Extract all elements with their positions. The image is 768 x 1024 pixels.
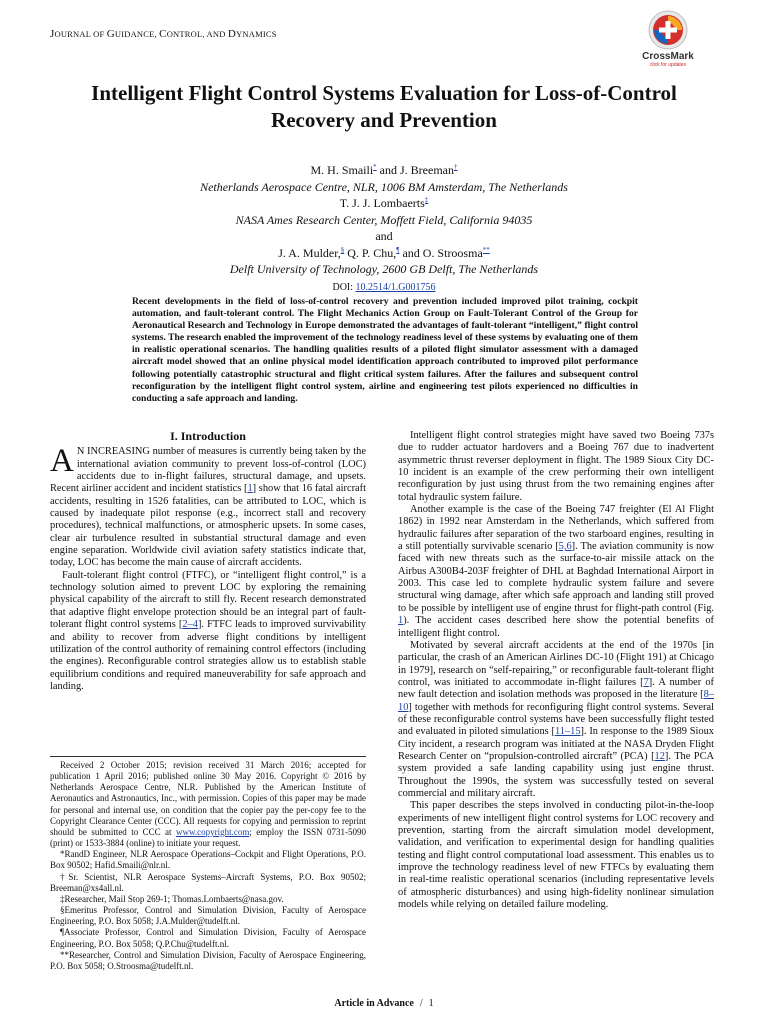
crossmark-sublabel: click for updates <box>649 62 687 68</box>
footnotes <box>50 756 366 972</box>
journal-name-part: YNAMICS <box>236 29 277 39</box>
footnote-text: Received 2 October 2015; revision received 31 March 2016; accepted for publication 1 April 2016; published online 30 May 2016. Copyright © 2016 by Netherlands Aerospace Centre, NLR. Published by the American Institute of Aeronautics and Astronautics, Inc., with permission. Copies of this paper may be made for personal and internal use, on condition that the copier pay the per-copy fee to the Copyright Clearance Center (CCC). All requests for copying and permission to reprint should be submitted to CCC at <box>50 760 366 837</box>
crossmark-icon <box>648 10 688 50</box>
affiliation: Netherlands Aerospace Centre, NLR, 1006 BM Amsterdam, The Netherlands <box>200 179 568 194</box>
journal-name-part: J <box>50 28 55 40</box>
author-conjunction: and <box>375 229 393 243</box>
footnote-link[interactable]: † <box>453 163 458 171</box>
paragraph-text: N INCREASING number of measures is currently being taken by the international aviation community to prevent loss-of-control (LOC) accidents due to in-flight failures, structural damage, and upsets. Recent airliner accident and incident statistics [ <box>50 446 366 495</box>
affiliation: Delft University of Technology, 2600 GB Delft, The Netherlands <box>229 262 539 276</box>
copyright-link[interactable]: www.copyright.com <box>175 826 250 837</box>
paragraph-text: ] show that 16 fatal aircraft accidents, resulting in 1526 fatalities, can be attributed to LOC, which is caused by inadequate pilot response (e.g., incorrect stall and recovery procedures), technical malfunctions, or atmospheric upsets. In some cases, clear air turbulence resulted in substantial structural damage and even engine separation. Worldwide civil aviation safety statistics indicate that, today, LOC has become the main cause of aircraft accidents. <box>50 483 366 569</box>
crossmark-badge[interactable] <box>638 10 698 76</box>
citation-link[interactable]: 5,6 <box>558 541 572 553</box>
paragraph-text: Another example is the case of the Boeing 747 freighter (El Al Flight 1862) in 1992 near Amsterdam in the Netherlands, which suffered from hydraulic failures after separation of the two starboard engines, resulting in a still potentially survivable scenario [ <box>398 504 714 553</box>
paragraph-text: ]. The PCA system provided a safe landing capability using just engine thrust. Throughout the 1990s, the system was successfully tested on several commercial and military aircraft. <box>398 750 714 799</box>
paragraph-text: ]. In response to the 1989 Sioux City incident, a research program was initiated at the NASA Dryden Flight Research Center on “propulsion-controlled aircraft” (PCA) [ <box>398 726 714 762</box>
journal-name-part: ONTROL, AND <box>166 29 228 39</box>
page-number: 1 <box>428 998 434 1009</box>
author-line <box>40 162 728 179</box>
section-heading: I. Introduction <box>170 429 246 443</box>
intro-paragraph <box>50 443 366 569</box>
author-name: M. H. Smaili <box>310 163 374 177</box>
footnote-link[interactable]: ¶ <box>396 245 400 254</box>
citation-link[interactable]: 12 <box>654 750 665 762</box>
author-footnote: §Emeritus Professor, Control and Simulation Division, Faculty of Aerospace Engineering, P.O. Box 5058; J.A.Mulder@tudelft.nl. <box>50 905 366 927</box>
footnote-text: ; employ the ISSN 0731-5090 (print) or 1533-3884 (online) to initiate your request. <box>50 826 366 849</box>
journal-name-part: OURNAL OF <box>54 29 107 39</box>
paragraph-text: ]. A number of new fault detection and isolation methods was proposed in the literature [ <box>398 676 714 701</box>
author-name: T. J. J. Lombaerts <box>339 196 425 210</box>
abstract: Recent developments in the field of loss-of-control recovery and prevention included improved pilot training, cockpit automation, and fault-tolerant control. The Flight Mechanics Action Group on Fault-Tolerant Control of the Group for Aeronautical Research and Technology in Europe demonstrated the advantages of fault-tolerant “intelligent,” flight control systems. The research enabled the improvement of the technology readiness level of these systems by evaluating one of them in realistic operational scenarios. The handling qualities results of a piloted flight simulator assessment with a damaged aircraft model showed that an online physical model identification approach contributed to improved pilot performance following potentially catastrophic structural and flight critical system failures. After the failures and subsequent control reconfiguration by the intelligent flight control system, airline and engineering test pilots experienced no difficulties in conducting a safe approach and landing. <box>132 296 638 404</box>
body-paragraph <box>398 504 714 640</box>
crossmark-label: CrossMark <box>642 51 694 62</box>
author-name: J. A. Mulder, <box>278 245 341 260</box>
doi-link[interactable]: 10.2514/1.G001756 <box>355 281 436 293</box>
received-note <box>50 760 366 849</box>
author-name: Q. P. Chu, <box>344 245 397 260</box>
figure-link[interactable]: 1 <box>398 615 404 627</box>
author-line <box>40 245 728 262</box>
paper-title <box>40 80 728 134</box>
affiliation: NASA Ames Research Center, Moffett Field, California 94035 <box>235 212 533 227</box>
body-paragraph <box>398 640 714 800</box>
page-footer <box>0 998 768 1009</box>
citation-link[interactable]: 7 <box>643 676 649 688</box>
paragraph-text: ]. FTFC leads to improved survivability and ability to recover from adverse flight conditions by intelligent utilization of the control authority of remaining control effectors (including the engines). Reconfigurable control strategies allow us to establish stable equilibrium conditions and required maneuverability for safe approach and landing. <box>50 619 367 692</box>
author-footnote: *RandD Engineer, NLR Aerospace Operations–Cockpit and Flight Operations, P.O. Box 90502; Hafid.Smaili@nlr.nl. <box>50 849 366 871</box>
paragraph-text: ). The accident cases described here show the potential benefits of intelligent flight control. <box>398 615 714 639</box>
footnote-link[interactable]: ‡ <box>424 196 429 204</box>
journal-name-part: C <box>159 28 167 40</box>
journal-name-part: G <box>106 28 115 40</box>
drop-cap: A <box>50 443 74 480</box>
author-name: and J. Breeman <box>376 163 454 177</box>
paper-title-line: Recovery and Prevention <box>271 108 497 132</box>
doi-label: DOI: <box>332 281 356 293</box>
body-paragraph: This paper describes the steps involved in conducting pilot-in-the-loop experiments of new intelligent flight control systems for LOC recovery and prevention, starting from the aircraft simulation model development, validation, and verification to experimental design for handling qualities testing and flight control computational load assessment. This enables us to improve the technology readiness level of new FTFCs by evaluating them in real-time realistic operational scenarios (including representative levels of atmospheric disturbances) and using high-fidelity nonlinear simulation models while relying on detailed failure modeling. <box>398 800 714 911</box>
footer-label: Article in Advance <box>334 998 414 1009</box>
footnote-link[interactable]: * <box>373 163 377 171</box>
paragraph-text: Motivated by several aircraft accidents at the end of the 1970s [in particular, the crash of an American Airlines DC-10 (Flight 191) at Chicago in 1979], research on “self-repairing,” or reconfigurable fault-tolerant flight control, was initiated to accommodate in-flight failures [ <box>398 639 714 688</box>
citation-link[interactable]: 11–15 <box>554 726 581 738</box>
footnote-link[interactable]: § <box>340 245 345 254</box>
journal-name-part: UIDANCE, <box>114 29 160 39</box>
paragraph-text: ] together with methods for reconfiguring flight control systems. Several of these reconfigurable control systems have been successfully flight tested and evaluated in piloted simulations [ <box>398 701 714 738</box>
footer-separator: / <box>419 998 423 1009</box>
author-footnote: ‡Researcher, Mail Stop 269-1; Thomas.Lombaerts@nasa.gov. <box>60 893 284 904</box>
author-line <box>40 195 728 212</box>
author-block <box>40 162 728 296</box>
citation-link[interactable]: 1 <box>247 483 253 495</box>
body-paragraph: Intelligent flight control strategies might have saved two Boeing 737s due to rudder actuator hardovers and a Boeing 767 due to inadvertent asymmetric thrust reverser deployment in flight. The 1989 Sioux City DC-10 incident is an example of the crew performing their own intelligent reconfiguration by just using thrust from the two remaining engines after total hydraulic system failure. <box>398 430 714 503</box>
left-column <box>50 430 366 693</box>
paragraph-text: ]. The aviation community is now faced with new threats such as the surface-to-air missile attack on the Airbus A300B4-203F freighter of DHL at Baghdad International Airport in 2003. This case led to complete hydraulic system failure and severe structural wing damage, after which safe approach and landing still proved to be possible by intelligent use of engine thrust for flight-path control (Fig. <box>398 541 714 614</box>
journal-name-part: D <box>227 28 237 40</box>
intro-paragraph <box>50 570 366 693</box>
paragraph-text: Fault-tolerant flight control (FTFC), or “intelligent flight control,” is a technology solution aimed to prevent LOC by exploring the remaining physical capability of the aircraft to still fly. Recent research demonstrated that adaptive flight envelope protection should be an integral part of fault-tolerant flight control systems [ <box>50 569 366 631</box>
paper-title-line: Intelligent Flight Control Systems Evaluation for Loss-of-Control <box>91 81 677 105</box>
journal-name <box>50 28 277 40</box>
author-footnote: ¶Associate Professor, Control and Simulation Division, Faculty of Aerospace Engineering, P.O. Box 5058; Q.P.Chu@tudelft.nl. <box>50 927 366 949</box>
right-column <box>398 430 714 911</box>
author-name: and O. Stroosma <box>399 245 483 260</box>
author-footnote: †Sr. Scientist, NLR Aerospace Systems–Aircraft Systems, P.O. Box 90502; Breeman@xs4all.nl. <box>50 871 366 893</box>
citation-link[interactable]: 2–4 <box>182 619 198 631</box>
author-footnote: **Researcher, Control and Simulation Division, Faculty of Aerospace Engineering, P.O. Box 5058; O.Stroosma@tudelft.nl. <box>50 949 366 971</box>
footnote-link[interactable]: ** <box>482 245 490 254</box>
footnote-divider <box>50 756 366 757</box>
doi-line <box>40 280 728 297</box>
citation-link[interactable]: 8–10 <box>398 689 714 713</box>
